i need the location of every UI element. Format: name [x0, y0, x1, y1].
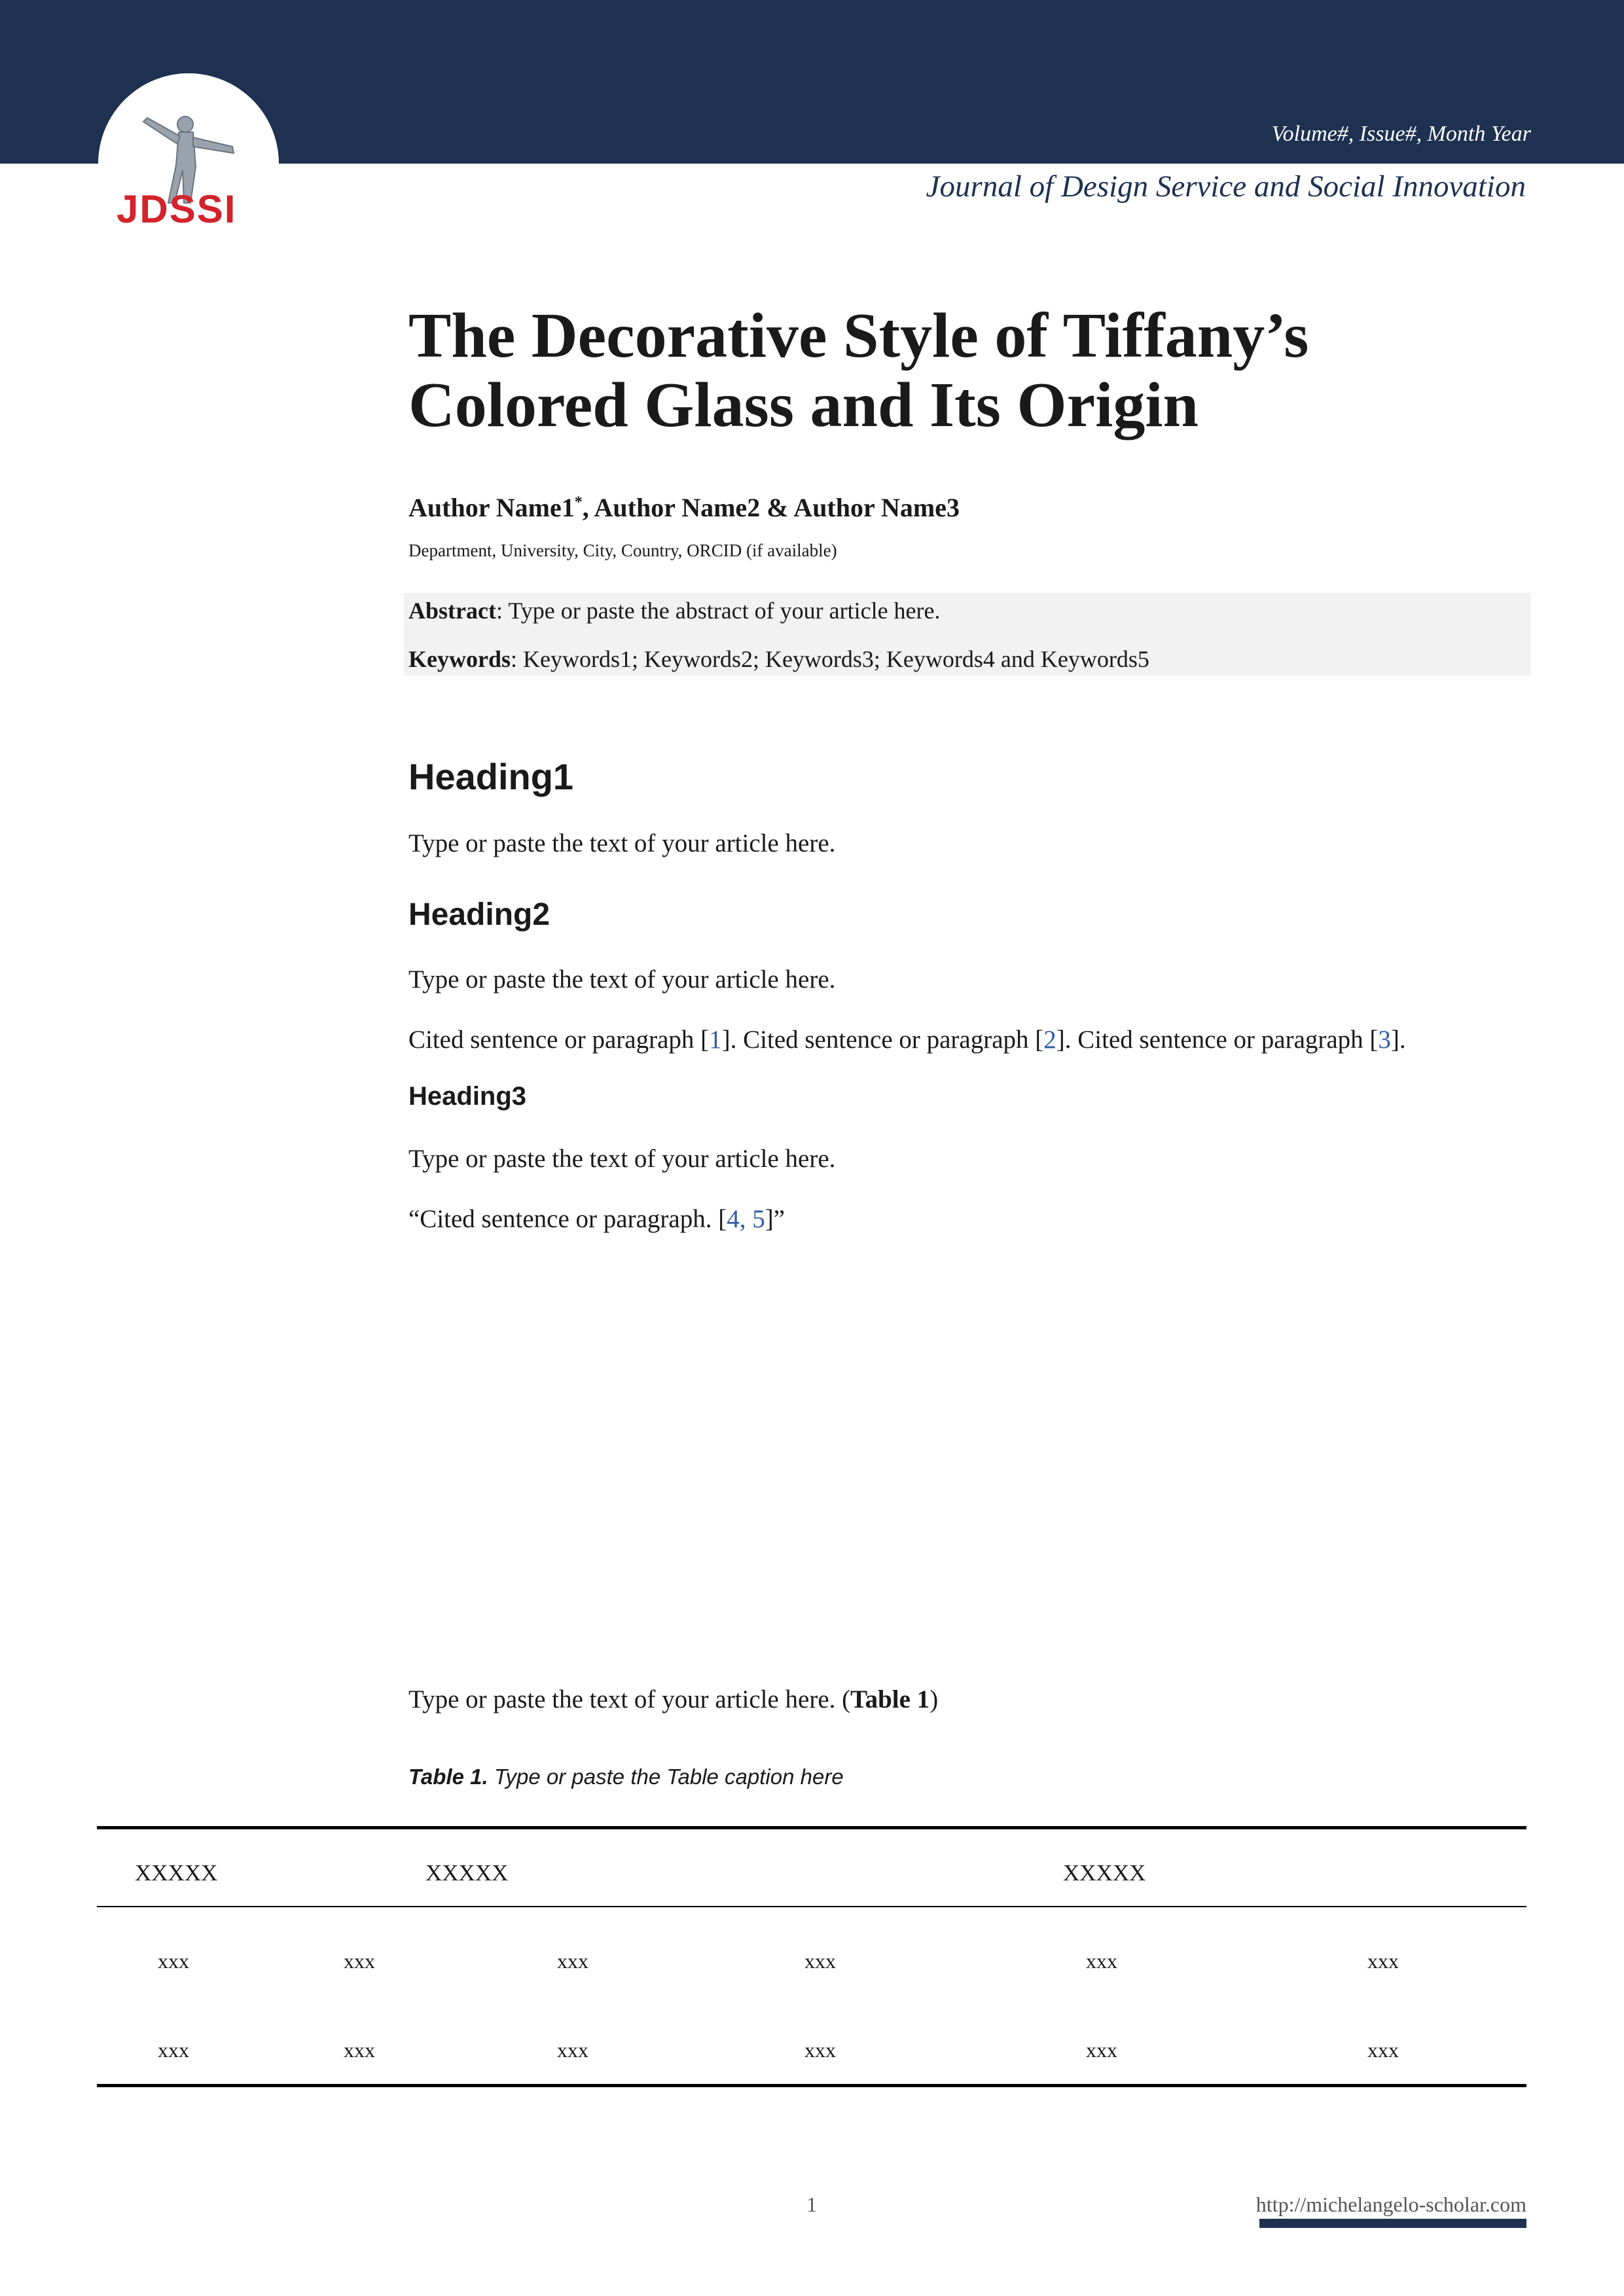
citation-link-4-5[interactable]: 4, 5: [727, 1205, 765, 1233]
paragraph-3: Type or paste the text of your article here.: [408, 1145, 836, 1173]
page-number: 1: [806, 2193, 817, 2216]
paragraph-1: Type or paste the text of your article here.: [408, 829, 836, 857]
citation-link-3[interactable]: 3: [1378, 1026, 1391, 1054]
abstract-label: Abstract: [408, 598, 496, 624]
cited-text-3: Cited sentence or paragraph: [1077, 1026, 1363, 1054]
footer-bar: [1259, 2219, 1526, 2228]
author-list: [408, 492, 1529, 523]
citation-link-1[interactable]: 1: [709, 1026, 722, 1054]
paragraph-4-close: ): [929, 1685, 939, 1713]
author-1: Author Name1: [408, 493, 575, 522]
table-top-rule: [97, 1826, 1526, 1829]
table-header-cell: XXXXX: [1063, 1860, 1146, 1886]
heading-2: Heading2: [408, 897, 550, 932]
table-cell: xxx: [557, 2038, 588, 2062]
table-cell: xxx: [1367, 1949, 1399, 1973]
affiliation: Department, University, City, Country, ORCID (if available): [408, 541, 837, 560]
journal-name: Journal of Design Service and Social Innovation: [926, 170, 1526, 204]
cited-paragraph: Cited sentence or paragraph [1]. Cited sentence or paragraph [2]. Cited sentence or paragraph [3].: [408, 1026, 1406, 1054]
keywords-text: : Keywords1; Keywords2; Keywords3; Keywords4 and Keywords5: [511, 646, 1149, 672]
table-cell: xxx: [1086, 2038, 1117, 2062]
table-caption-text: Type or paste the Table caption here: [488, 1765, 844, 1789]
table-cell: xxx: [344, 2038, 375, 2062]
heading-3: Heading3: [408, 1082, 527, 1111]
paragraph-2: Type or paste the text of your article here.: [408, 965, 836, 994]
corresponding-mark: *: [574, 493, 583, 511]
paragraph-4: [408, 1685, 1529, 1714]
article-title: The Decorative Style of Tiffany’s Colored Glass and Its Origin: [408, 300, 1309, 440]
table-cell: xxx: [158, 2038, 189, 2062]
issue-line: Volume#, Issue#, Month Year: [1271, 122, 1531, 146]
table-ref: Table 1: [850, 1685, 930, 1713]
table-bottom-rule: [97, 2084, 1526, 2087]
table-cell: xxx: [557, 1949, 588, 1973]
table-cell: xxx: [1086, 1949, 1117, 1973]
quote-open: “Cited sentence or paragraph. [: [408, 1205, 727, 1233]
heading-1: Heading1: [408, 756, 574, 797]
table-caption-label: Table 1.: [408, 1765, 488, 1789]
keywords-label: Keywords: [408, 646, 511, 672]
table-cell: xxx: [804, 2038, 836, 2062]
quoted-paragraph: [408, 1204, 1529, 1234]
table-cell: xxx: [344, 1949, 375, 1973]
abstract-line: [408, 597, 941, 624]
keywords-line: [408, 645, 1149, 673]
citation-link-2[interactable]: 2: [1043, 1026, 1056, 1054]
logo-text: JDSSI: [117, 187, 237, 231]
other-authors: , Author Name2 & Author Name3: [582, 493, 960, 522]
table-header-cell: XXXXX: [425, 1860, 509, 1886]
table-header-rule: [97, 1906, 1526, 1907]
quote-close: ]”: [765, 1205, 785, 1233]
table-header-cell: XXXXX: [135, 1860, 218, 1886]
abstract-text: : Type or paste the abstract of your article here.: [496, 598, 941, 624]
paragraph-4-text: Type or paste the text of your article here. (: [408, 1685, 851, 1713]
cited-text-2: Cited sentence or paragraph: [743, 1026, 1029, 1054]
footer-url-link[interactable]: http://michelangelo-scholar.com: [1255, 2193, 1526, 2216]
table-cell: xxx: [1367, 2038, 1399, 2062]
table-cell: xxx: [804, 1949, 836, 1973]
cited-text-1: Cited sentence or paragraph: [408, 1026, 695, 1054]
table-cell: xxx: [158, 1949, 189, 1973]
table-caption: [408, 1765, 1529, 1789]
